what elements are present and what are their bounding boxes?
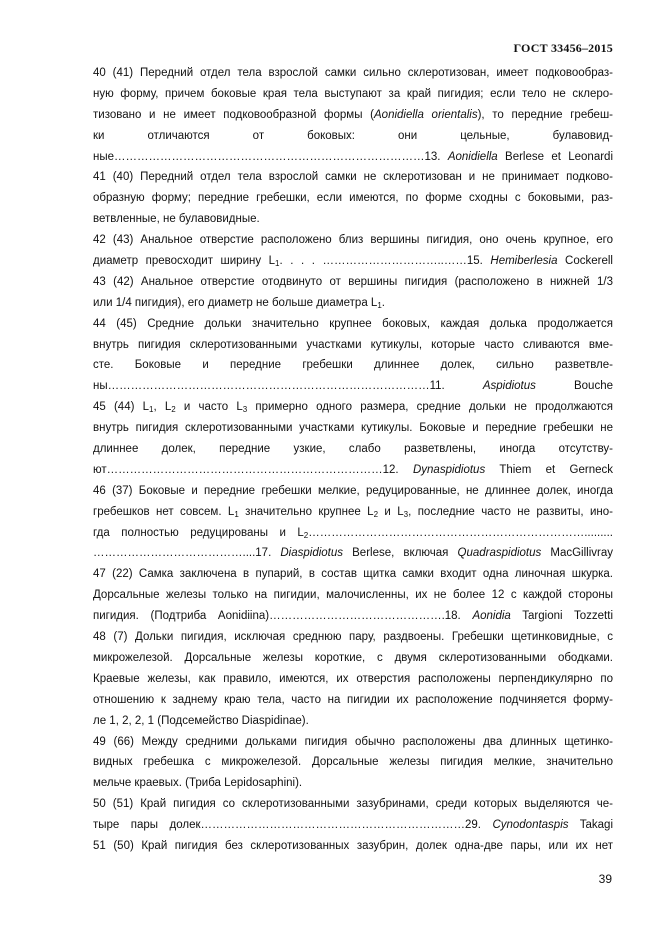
taxon-name: Aonidiella orientalis	[374, 108, 478, 121]
standard-header: ГОСТ 33456–2015	[513, 41, 613, 55]
text-line: тизовано и не имеет подковообразной формы (Aonidiella orientalis), то передние гребеш-	[93, 108, 613, 121]
text-line: внутрь пигидия склеротизованными участками кутикулы, которые часто сливаются вме-	[93, 338, 613, 351]
genus-name: Dynaspidiotus	[412, 463, 486, 476]
text-line: микрожелезой. Дорсальные железы короткие, с двумя склеротизованными ободками.	[93, 651, 613, 664]
genus-name: Aonidiella	[447, 150, 498, 163]
genus-name: Aspidiotus	[482, 380, 536, 393]
text-line: ле 1, 2, 2, 1 (Подсемейство Diaspidinae).	[93, 714, 309, 727]
genus-name: Diaspidiotus	[280, 547, 344, 560]
text-line: 42 (43) Анальное отверстие расположено близ вершины пигидия, оно очень крупное, его	[93, 234, 613, 247]
text-line: видных гребешка с микрожелезой. Дорсальные железы пигидия мелкие, значительно	[93, 756, 613, 769]
genus-name: Quadraspidiotus	[457, 547, 542, 560]
text-line: внутрь пигидия склеротизованными участками кутикулы. Боковые и передние гребешки не	[93, 422, 613, 435]
text-line: образную форму; передние гребешки, если имеются, по форме сходны с боковыми, раз-	[93, 192, 613, 205]
key-result-line: ные………………………………………………………………………13. Aonidiella Berlese et Leonardi	[93, 150, 613, 163]
genus-name: Cynodontaspis	[492, 819, 569, 832]
text-line: 50 (51) Край пигидия со склеротизованными зазубринами, среди которых выделяются че-	[93, 798, 613, 811]
text-line: Дорсальные железы только на пигидии, малочисленны, их не более 12 с каждой стороны	[93, 589, 613, 602]
text-line: 44 (45) Средние дольки значительно крупнее боковых, каждая долька продолжается	[93, 317, 613, 330]
text-line: 40 (41) Передний отдел тела взрослой самки сильно склеротизован, имеет подковообраз-	[93, 67, 613, 79]
text-line: 46 (37) Боковые и передние гребешки мелкие, редуцированные, не длиннее долек, иногда	[93, 484, 613, 497]
text-line: ки отличаются от боковых: они цельные, булавовид-	[93, 129, 613, 142]
text-line: или 1/4 пигидия), его диаметр не больше диаметра $L_1$.	[93, 296, 385, 310]
text-line: гребешков нет совсем. $L_1$ значительно крупнее $L_2$ и $L_3$, последние часто не развиты, ино-	[93, 505, 613, 519]
text-line: сте. Боковые и передние гребешки длиннее долек, сильно разветвле-	[93, 359, 613, 372]
genus-name: Aonidia	[472, 610, 511, 623]
genus-name: Hemiberlesia	[490, 255, 558, 268]
text-line: 45 (44) $L_1$, $L_2$ и часто $L_3$ примерно одного размера, средние дольки не продолжаются	[93, 401, 613, 415]
text-line: ветвленные, не булавовидные.	[93, 213, 260, 226]
key-result-line: диаметр превосходит ширину $L_1$. . . . …………………………..……15. Hemiberlesia Cockerell	[93, 255, 613, 269]
text-line: 49 (66) Между средними дольками пигидия обычно расположены два длинных щетинко-	[93, 735, 613, 748]
key-result-line: ют………………………………………………………………12. Dynaspidiotus Thiem et Gerneck	[93, 463, 613, 476]
key-result-line: …………………………………....17. Diaspidiotus Berlese, включая Quadraspidiotus MacGillivray	[93, 547, 613, 560]
text-line: мельче краевых. (Триба Lepidosaphini).	[93, 777, 303, 790]
text-line: 48 (7) Дольки пигидия, исключая среднюю пару, раздвоены. Гребешки щетинковидные, с	[93, 631, 613, 644]
key-result-line: тыре пары долек……………………………………………………………29. Cynodontaspis Takagi	[93, 819, 613, 832]
text-line: гда полностью редуцированы и $L_2\dots\dots\dots\dots\dots\dots\dots\dots\dots\dots\dots\dots\dots\dots\dots\dots\dots\dots\dots\dots\dots\dots\dots\dots$.........	[93, 526, 613, 540]
document-body	[93, 63, 613, 857]
text-line: Краевые железы, как правило, имеются, их отверстия расположены перпендикулярно по	[93, 672, 613, 685]
text-line: 51 (50) Край пигидия без склеротизованных зазубрин, долек одна-две пары, или их нет	[93, 839, 613, 852]
text-line: 43 (42) Анальное отверстие отодвинуто от вершины пигидия (расположено в нижней 1/3	[93, 275, 613, 288]
text-line: 41 (40) Передний отдел тела взрослой самки не склеротизован и не принимает подково-	[93, 171, 613, 184]
key-result-line: ны…………………………………………………………………………11. Aspidiotus Bouche	[93, 380, 613, 393]
page-number: 39	[598, 872, 612, 886]
text-line: 47 (22) Самка заключена в пупарий, в состав щитка самки входит одна линочная шкурка.	[93, 568, 613, 581]
key-result-line: пигидия. (Подтриба Aonidiina)……………………………………….18. Aonidia Targioni Tozzetti	[93, 610, 613, 623]
text-line: отношению к заднему краю тела, часто на пигидии их расположение подчиняется форму-	[93, 693, 613, 706]
text-line: длиннее долек, передние узкие, слабо разветвлены, иногда отсутству-	[93, 443, 613, 456]
text-line: ную форму, причем боковые края тела выступают за край пигидия; если тело не склеро-	[93, 87, 613, 100]
